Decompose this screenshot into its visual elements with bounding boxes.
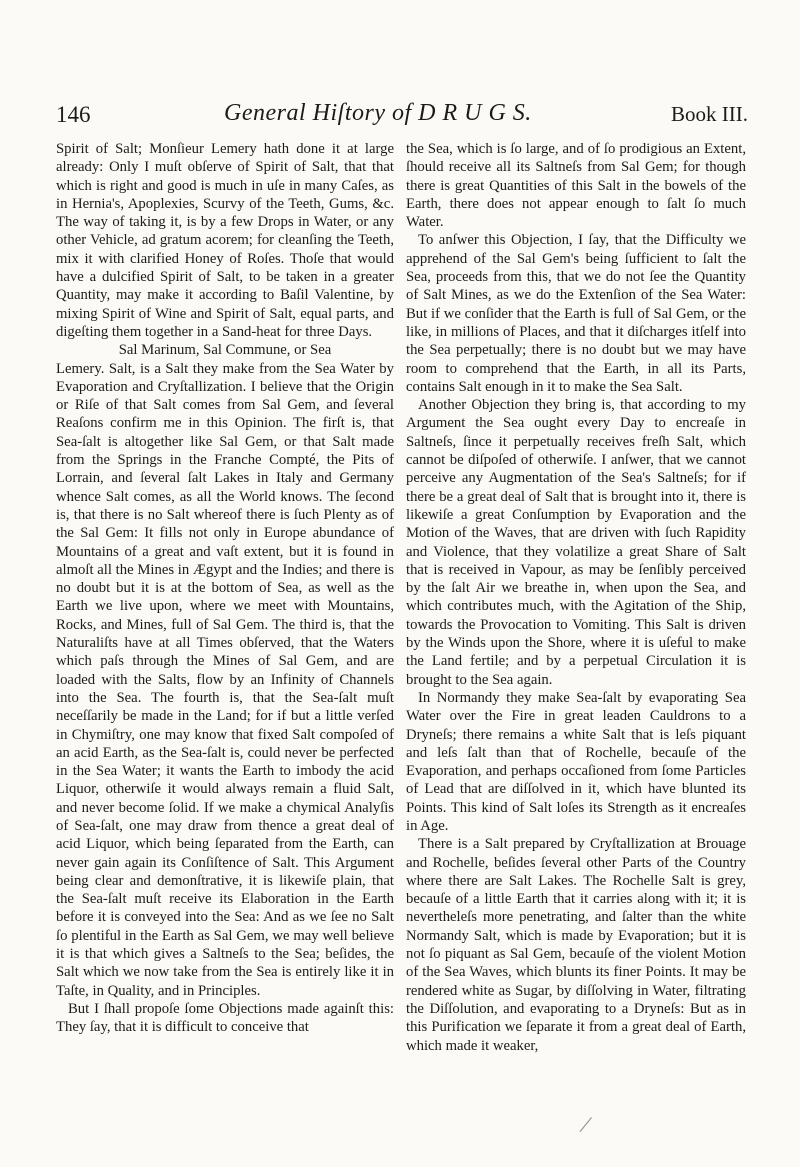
right-column <box>406 140 746 1055</box>
paragraph: There is a Salt prepared by Cryſtallization at Brouage and Rochelle, beſides ſeveral other Parts of the Country where there are Salt Lakes. The Rochelle Salt is grey, becauſe of a little Earth that it carries along with it; it is nevertheleſs more penetrating, and ſalter than the white Normandy Salt, which is made by Evaporation; but it is not ſo piquant as Sal Gem, becauſe of the violent Motion of the Sea Waves, which blunts its finer Points. It may be rendered white as Sugar, by diſſolving in Water, filtrating the Diſſolution, and evaporating to a Dryneſs: But as in this Purification we ſeparate it from a great deal of Earth, which made it weaker, <box>406 836 746 1054</box>
page-number: 146 <box>56 102 91 127</box>
paragraph: Another Objection they bring is, that according to my Argument the Sea ought every Day to encreaſe in Saltneſs, ſince it perpetually receives freſh Salt, which cannot be diſpoſed of otherwiſe. I anſwer, that we cannot perceive any Augmentation of the Sea's Saltneſs; for if there be a great deal of Salt that is brought into it, there is likewiſe a great Conſumption by Evaporation and the Motion of the Waves, that are driven with ſuch Rapidity and Violence, that they volatilize a great Share of Salt that is received in Vapour, as may be ſenſibly perceived by the ſalt Air we breathe in, when upon the Sea, and which contributes much, with the Agitation of the Ship, towards the Provocation to Vomiting. This Salt is driven by the Winds upon the Shore, where it is uſeful to make the Land fertile; and by a perpetual Circulation it is brought to the Sea again. <box>406 397 746 688</box>
book-label: Book III. <box>671 102 748 126</box>
running-title: General Hiſtory of D R U G S. <box>224 100 532 126</box>
running-header <box>56 100 748 130</box>
paragraph: the Sea, which is ſo large, and of ſo prodigious an Extent, ſhould receive all its Saltneſs from Sal Gem; for though there is great Quantities of this Salt in the bowels of the Earth, there does not appear enough to ſalt ſo much Water. <box>406 141 746 231</box>
paragraph: Spirit of Salt; Monſieur Lemery hath done it at large already: Only I muſt obſerve of Spirit of Salt, that that which is right and good is much in uſe in many Caſes, as in Hernia's, Apoplexies, Scurvy of the Teeth, Gums, &c. The way of taking it, is by a few Drops in Water, or any other Vehicle, ad gratum acorem; for cleanſing the Teeth, mix it with clarified Honey of Roſes. Thoſe that would have a dulcified Spirit of Salt, to be taken in a greater Quantity, may make it according to Baſil Valentine, by mixing Spirit of Wine and Spirit of Salt, equal parts, and digeſting them together in a Sand-heat for three Days. <box>56 141 394 340</box>
paragraph: In Normandy they make Sea-ſalt by evaporating Sea Water over the Fire in great leaden Cauldrons to a Dryneſs; there remains a white Salt that is leſs piquant and leſs ſalt than that of Rochelle, becauſe of the Evaporation, and perhaps occaſioned from ſome Particles of Lead that are diſſolved in it, which have blunted its Points. This kind of Salt loſes its Strength as it encreaſes in Age. <box>406 689 746 834</box>
left-column <box>56 140 394 1037</box>
paragraph: To anſwer this Objection, I ſay, that the Difficulty we apprehend of the Sal Gem's being ſufficient to ſalt the Sea, proceeds from this, that we do not ſee the Quantity of Salt Mines, as we do the Extenſion of the Sea Water: But if we conſider that the Earth is full of Sal Gem, or the like, in millions of Places, and that it diſcharges itſelf into the Sea perpetually; there is no doubt but we may have room to comprehend that the Earth, in all its Parts, contains Salt enough in it to make the Sea Salt. <box>406 232 746 395</box>
paragraph: Lemery. Salt, is a Salt they make from the Sea Water by Evaporation and Cryſtallization. I believe that the Origin or Riſe of that Salt comes from Sal Gem, and ſeveral Reaſons confirm me in this Opinion. The firſt is, that Sea-ſalt is altogether like Sal Gem, or that Salt made from the Springs in the Franche Compté, the Pits of Lorrain, and ſeveral ſalt Lakes in Italy and Germany whence Salt comes, as all the World knows. The ſecond is, that there is no Salt whereof there is ſuch Plenty as of the Sal Gem: It fills not only in Europe abundance of Mountains of a great and vaſt extent, but it is found in almoſt all the Mines in Ægypt and the Indies; and there is no doubt but it is at the bottom of Sea, as well as the Earth we live upon, where we meet with Mountains, Rocks, and Mines, full of Sal Gem. The third is, that the Naturaliſts have at all Times obſerved, that the Waters which paſs through the Mines of Sal Gem, and are loaded with the Salts, flow by an Infinity of Channels into the Sea. The fourth is, that the Sea-ſalt muſt neceſſarily be made in the Land; for if but a little verſed in Chymiſtry, one may know that fixed Salt compoſed of an acid Earth, as the Sea-ſalt is, could never be perfected in the Sea Water; it wants the Earth to imbody the acid Liquor, otherwiſe it would always remain a fluid Salt, and never become ſolid. If we make a chymical Analyſis of Sea-ſalt, one may draw from thence a great deal of acid Liquor, which being ſeparated from the Earth, can never gain again its Conſiſtence of Salt. This Argument being clear and demonſtrative, it is likewiſe plain, that the Sea-ſalt muſt receive its Elaboration in the Earth before it is conveyed into the Sea: And as we ſee no Salt ſo plentiful in the Earth as Sal Gem, we may well believe it is that which gives a Saltneſs to the Sea; beſides, the Salt which we now take from the Sea is entirely like it in Taſte, in Quality, and in Principles. <box>56 360 394 999</box>
page-mark: / <box>577 1109 595 1140</box>
paragraph: But I ſhall propoſe ſome Objections made againſt this: They ſay, that it is difficult to conceive that <box>56 1000 394 1036</box>
paragraph: Sal Marinum, Sal Commune, or Sea <box>118 342 332 359</box>
